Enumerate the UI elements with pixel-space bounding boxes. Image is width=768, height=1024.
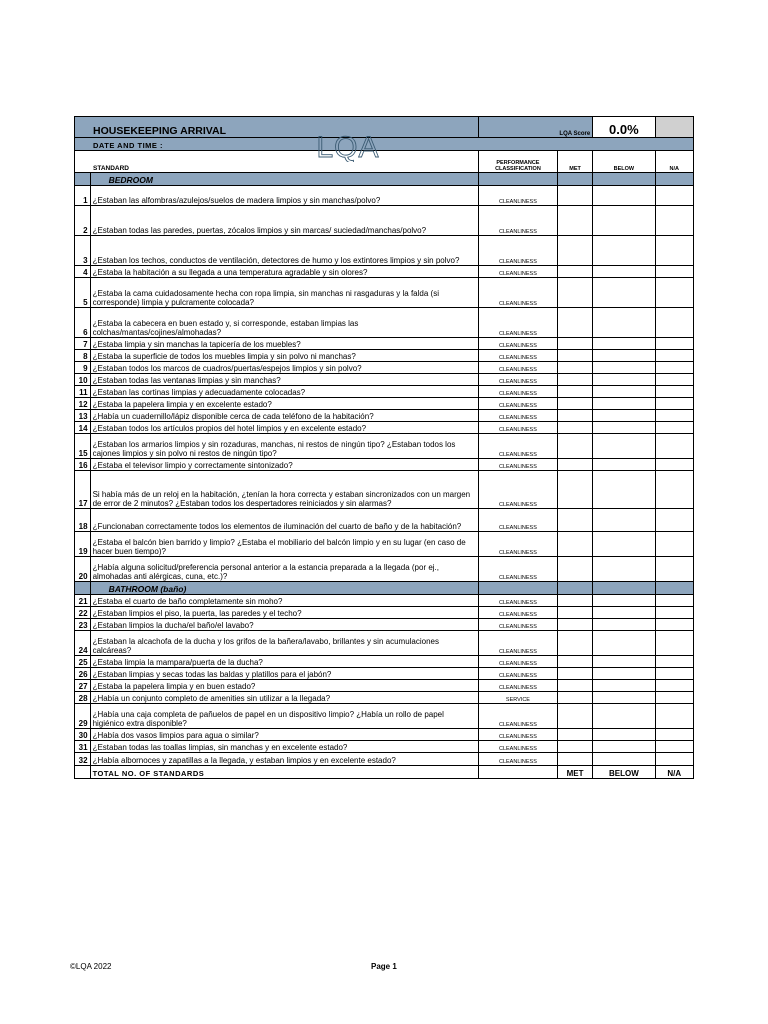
standard-number: 8 [75, 350, 91, 362]
performance-classification: CLEANLINESS [478, 308, 557, 338]
footer-page-number: Page 1 [371, 962, 397, 971]
lqa-score-box [655, 117, 693, 138]
table-row [75, 362, 694, 374]
lqa-score-label: LQA Score [478, 117, 592, 138]
lqa-logo-text: LQA [316, 131, 380, 162]
met-cell[interactable] [557, 434, 592, 459]
table-row [75, 338, 694, 350]
total-below: BELOW [593, 766, 655, 779]
below-cell[interactable] [593, 434, 655, 459]
met-cell[interactable] [557, 338, 592, 350]
performance-classification: CLEANLINESS [478, 509, 557, 532]
below-cell[interactable] [593, 266, 655, 278]
below-cell[interactable] [593, 350, 655, 362]
standard-number: 14 [75, 422, 91, 434]
na-cell[interactable] [655, 668, 693, 680]
performance-classification: CLEANLINESS [478, 532, 557, 557]
met-cell[interactable] [557, 386, 592, 398]
met-cell[interactable] [557, 509, 592, 532]
table-row [75, 434, 694, 459]
below-cell[interactable] [593, 741, 655, 753]
met-cell[interactable] [557, 532, 592, 557]
na-cell[interactable] [655, 374, 693, 386]
standard-question: ¿Estaban todos los artículos propios del hotel limpios y en excelente estado? [90, 422, 478, 434]
standard-number: 4 [75, 266, 91, 278]
section-blank-cell [593, 582, 655, 595]
table-row [75, 509, 694, 532]
table-row [75, 692, 694, 704]
standard-question: ¿Había dos vasos limpios para agua o similar? [90, 729, 478, 741]
standard-question: ¿Estaba la papelera limpia y en excelente estado? [90, 398, 478, 410]
table-row [75, 374, 694, 386]
below-cell[interactable] [593, 557, 655, 582]
standard-number: 10 [75, 374, 91, 386]
standard-question: ¿Estaban todas las ventanas limpias y sin manchas? [90, 374, 478, 386]
standard-number: 11 [75, 386, 91, 398]
section-blank-cell [655, 582, 693, 595]
standard-question: ¿Estaban las cortinas limpias y adecuadamente colocadas? [90, 386, 478, 398]
standard-number: 17 [75, 471, 91, 509]
table-row [75, 741, 694, 753]
section-label: BATHROOM (baño) [90, 582, 478, 595]
performance-classification: CLEANLINESS [478, 631, 557, 656]
na-cell[interactable] [655, 509, 693, 532]
below-cell[interactable] [593, 471, 655, 509]
footer-copyright: ©LQA 2022 [70, 962, 112, 971]
below-cell[interactable] [593, 186, 655, 206]
standard-number: 31 [75, 741, 91, 753]
na-cell[interactable] [655, 741, 693, 753]
standard-number: 19 [75, 532, 91, 557]
na-cell[interactable] [655, 704, 693, 729]
below-cell[interactable] [593, 362, 655, 374]
performance-classification: CLEANLINESS [478, 753, 557, 766]
met-cell[interactable] [557, 422, 592, 434]
performance-classification: CLEANLINESS [478, 668, 557, 680]
performance-classification: CLEANLINESS [478, 350, 557, 362]
na-cell[interactable] [655, 422, 693, 434]
table-row [75, 308, 694, 338]
standard-number: 3 [75, 236, 91, 266]
table-row [75, 398, 694, 410]
standard-number: 5 [75, 278, 91, 308]
table-row [75, 532, 694, 557]
met-cell[interactable] [557, 206, 592, 236]
section-spacer [75, 173, 91, 186]
na-cell[interactable] [655, 680, 693, 692]
table-row [75, 557, 694, 582]
met-cell[interactable] [557, 729, 592, 741]
below-cell[interactable] [593, 374, 655, 386]
below-cell[interactable] [593, 631, 655, 656]
below-cell[interactable] [593, 236, 655, 266]
na-cell[interactable] [655, 692, 693, 704]
met-cell[interactable] [557, 278, 592, 308]
table-row [75, 668, 694, 680]
standard-question: ¿Estaban los techos, conductos de ventilación, detectores de humo y los extintores limpios y sin polvo? [90, 236, 478, 266]
performance-classification: CLEANLINESS [478, 680, 557, 692]
table-row [75, 422, 694, 434]
performance-classification: CLEANLINESS [478, 557, 557, 582]
na-cell[interactable] [655, 459, 693, 471]
standard-question: ¿Estaba la cabecera en buen estado y, si corresponde, estaban limpias las colchas/mantas/cojines/almohadas? [90, 308, 478, 338]
below-cell[interactable] [593, 308, 655, 338]
na-cell[interactable] [655, 607, 693, 619]
below-cell[interactable] [593, 729, 655, 741]
na-cell[interactable] [655, 206, 693, 236]
below-cell[interactable] [593, 619, 655, 631]
below-cell[interactable] [593, 410, 655, 422]
total-met: MET [557, 766, 592, 779]
table-row [75, 753, 694, 766]
date-time-label: DATE AND TIME : [75, 138, 694, 151]
performance-classification: CLEANLINESS [478, 704, 557, 729]
performance-classification: CLEANLINESS [478, 386, 557, 398]
standard-question: ¿Había albornoces y zapatillas a la llegada, y estaban limpios y en excelente estado? [90, 753, 478, 766]
performance-classification: SERVICE [478, 692, 557, 704]
met-cell[interactable] [557, 308, 592, 338]
table-row [75, 680, 694, 692]
below-cell[interactable] [593, 386, 655, 398]
performance-header: PERFORMANCE CLASSIFICATION [478, 151, 557, 173]
performance-classification: CLEANLINESS [478, 374, 557, 386]
performance-classification: CLEANLINESS [478, 266, 557, 278]
na-cell[interactable] [655, 236, 693, 266]
below-cell[interactable] [593, 509, 655, 532]
na-cell[interactable] [655, 386, 693, 398]
table-row [75, 729, 694, 741]
standard-question: ¿Estaban todas las toallas limpias, sin manchas y en excelente estado? [90, 741, 478, 753]
below-cell[interactable] [593, 692, 655, 704]
table-row [75, 631, 694, 656]
standard-question: ¿Estaban todos los marcos de cuadros/puertas/espejos limpios y sin polvo? [90, 362, 478, 374]
met-cell[interactable] [557, 704, 592, 729]
na-cell[interactable] [655, 338, 693, 350]
total-blank [478, 766, 557, 779]
section-blank-cell [557, 173, 592, 186]
below-cell[interactable] [593, 656, 655, 668]
na-cell[interactable] [655, 532, 693, 557]
na-cell[interactable] [655, 471, 693, 509]
met-cell[interactable] [557, 557, 592, 582]
table-row [75, 386, 694, 398]
na-cell[interactable] [655, 631, 693, 656]
standard-question: ¿Estaba el televisor limpio y correctamente sintonizado? [90, 459, 478, 471]
below-cell[interactable] [593, 338, 655, 350]
total-na: N/A [655, 766, 693, 779]
na-cell[interactable] [655, 278, 693, 308]
na-cell[interactable] [655, 619, 693, 631]
na-cell[interactable] [655, 656, 693, 668]
performance-classification: CLEANLINESS [478, 595, 557, 607]
section-header-row [75, 173, 694, 186]
total-label: TOTAL NO. OF STANDARDS [90, 766, 478, 779]
section-blank-cell [557, 582, 592, 595]
met-cell[interactable] [557, 374, 592, 386]
below-header: BELOW [593, 151, 655, 173]
below-cell[interactable] [593, 398, 655, 410]
met-cell[interactable] [557, 186, 592, 206]
standard-question: ¿Estaba el balcón bien barrido y limpio? ¿Estaba el mobiliario del balcón limpio y en su lugar (en caso de hacer buen tiempo)? [90, 532, 478, 557]
table-row [75, 186, 694, 206]
section-header-row [75, 582, 694, 595]
performance-classification: CLEANLINESS [478, 434, 557, 459]
met-cell[interactable] [557, 459, 592, 471]
na-cell[interactable] [655, 186, 693, 206]
below-cell[interactable] [593, 753, 655, 766]
total-spacer [75, 766, 91, 779]
standard-question: ¿Había una caja completa de pañuelos de papel en un dispositivo limpio? ¿Había un rollo de papel higiénico extra disponible? [90, 704, 478, 729]
performance-classification: CLEANLINESS [478, 607, 557, 619]
na-cell[interactable] [655, 434, 693, 459]
below-cell[interactable] [593, 595, 655, 607]
standard-header: STANDARD [75, 151, 479, 173]
section-blank-cell [593, 173, 655, 186]
performance-classification: CLEANLINESS [478, 236, 557, 266]
na-cell[interactable] [655, 729, 693, 741]
met-cell[interactable] [557, 668, 592, 680]
na-cell[interactable] [655, 266, 693, 278]
na-cell[interactable] [655, 753, 693, 766]
na-cell[interactable] [655, 350, 693, 362]
standard-question: ¿Estaba limpia la mampara/puerta de la ducha? [90, 656, 478, 668]
na-cell[interactable] [655, 362, 693, 374]
na-cell[interactable] [655, 595, 693, 607]
met-cell[interactable] [557, 410, 592, 422]
standard-number: 32 [75, 753, 91, 766]
standard-number: 24 [75, 631, 91, 656]
na-header: N/A [655, 151, 693, 173]
standard-number: 7 [75, 338, 91, 350]
below-cell[interactable] [593, 668, 655, 680]
standard-number: 6 [75, 308, 91, 338]
table-row [75, 607, 694, 619]
table-row [75, 266, 694, 278]
met-cell[interactable] [557, 741, 592, 753]
performance-classification: CLEANLINESS [478, 362, 557, 374]
performance-classification: CLEANLINESS [478, 206, 557, 236]
standard-number: 13 [75, 410, 91, 422]
standard-question: ¿Había un cuadernillo/lápiz disponible cerca de cada teléfono de la habitación? [90, 410, 478, 422]
met-cell[interactable] [557, 236, 592, 266]
table-row [75, 350, 694, 362]
standard-number: 23 [75, 619, 91, 631]
performance-classification: CLEANLINESS [478, 186, 557, 206]
standard-number: 20 [75, 557, 91, 582]
standard-question: ¿Estaba limpia y sin manchas la tapicería de los muebles? [90, 338, 478, 350]
section-spacer [75, 582, 91, 595]
table-row [75, 619, 694, 631]
performance-classification: CLEANLINESS [478, 398, 557, 410]
lqa-logo [312, 130, 384, 162]
met-cell[interactable] [557, 471, 592, 509]
met-header: MET [557, 151, 592, 173]
na-cell[interactable] [655, 308, 693, 338]
standard-number: 16 [75, 459, 91, 471]
standard-question: ¿Estaba el cuarto de baño completamente sin moho? [90, 595, 478, 607]
table-row [75, 410, 694, 422]
performance-classification: CLEANLINESS [478, 410, 557, 422]
below-cell[interactable] [593, 704, 655, 729]
table-row [75, 704, 694, 729]
standard-number: 29 [75, 704, 91, 729]
lqa-score-value: 0.0% [593, 117, 655, 138]
met-cell[interactable] [557, 362, 592, 374]
performance-classification: CLEANLINESS [478, 741, 557, 753]
standard-question: ¿Estaban limpios el piso, la puerta, las paredes y el techo? [90, 607, 478, 619]
standard-number: 28 [75, 692, 91, 704]
table-row [75, 278, 694, 308]
standard-question: ¿Estaban la alcachofa de la ducha y los grifos de la bañera/lavabo, brillantes y sin acumulaciones calcáreas? [90, 631, 478, 656]
performance-classification: CLEANLINESS [478, 656, 557, 668]
standard-question: ¿Estaban las alfombras/azulejos/suelos de madera limpios y sin manchas/polvo? [90, 186, 478, 206]
performance-classification: CLEANLINESS [478, 459, 557, 471]
standard-question: ¿Estaban todas las paredes, puertas, zócalos limpios y sin marcas/ suciedad/manchas/polvo? [90, 206, 478, 236]
standard-question: ¿Estaba la papelera limpia y en buen estado? [90, 680, 478, 692]
standard-question: ¿Había un conjunto completo de amenities sin utilizar a la llegada? [90, 692, 478, 704]
standard-question: ¿Estaban los armarios limpios y sin rozaduras, manchas, ni restos de ningún tipo? ¿Estaban todos los cajones limpios y sin polvo ni restos de ningún tipo? [90, 434, 478, 459]
standard-question: ¿Estaba la cama cuidadosamente hecha con ropa limpia, sin manchas ni rasgaduras y la falda (si corresponde) limpia y pulcramente colocada? [90, 278, 478, 308]
below-cell[interactable] [593, 532, 655, 557]
below-cell[interactable] [593, 607, 655, 619]
met-cell[interactable] [557, 607, 592, 619]
below-cell[interactable] [593, 680, 655, 692]
met-cell[interactable] [557, 398, 592, 410]
standard-question: ¿Estaba la habitación a su llegada a una temperatura agradable y sin olores? [90, 266, 478, 278]
table-row [75, 595, 694, 607]
below-cell[interactable] [593, 278, 655, 308]
met-cell[interactable] [557, 619, 592, 631]
standard-number: 9 [75, 362, 91, 374]
section-blank-cell [655, 173, 693, 186]
standard-number: 18 [75, 509, 91, 532]
section-blank-cell [478, 582, 557, 595]
standard-number: 22 [75, 607, 91, 619]
standard-number: 26 [75, 668, 91, 680]
met-cell[interactable] [557, 631, 592, 656]
performance-classification: CLEANLINESS [478, 338, 557, 350]
met-cell[interactable] [557, 266, 592, 278]
performance-classification: CLEANLINESS [478, 422, 557, 434]
met-cell[interactable] [557, 350, 592, 362]
standard-number: 30 [75, 729, 91, 741]
table-row [75, 471, 694, 509]
met-cell[interactable] [557, 656, 592, 668]
checklist-table [74, 116, 694, 779]
standard-number: 27 [75, 680, 91, 692]
performance-classification: CLEANLINESS [478, 729, 557, 741]
na-cell[interactable] [655, 410, 693, 422]
table-row [75, 236, 694, 266]
standard-number: 2 [75, 206, 91, 236]
below-cell[interactable] [593, 459, 655, 471]
standard-question: ¿Estaban limpias y secas todas las baldas y platillos para el jabón? [90, 668, 478, 680]
standard-question: ¿Estaban limpios la ducha/el baño/el lavabo? [90, 619, 478, 631]
met-cell[interactable] [557, 753, 592, 766]
performance-classification: CLEANLINESS [478, 619, 557, 631]
standard-question: ¿Había alguna solicitud/preferencia personal anterior a la estancia preparada a la llegada (por ej., almohadas anti alérgicas, cuna, etc.)? [90, 557, 478, 582]
standard-number: 1 [75, 186, 91, 206]
table-row [75, 656, 694, 668]
standard-number: 25 [75, 656, 91, 668]
table-row [75, 459, 694, 471]
standard-question: Si había más de un reloj en la habitación, ¿tenían la hora correcta y estaban sincronizados con un margen de error de 2 minutos? ¿Estaban todos los despertadores reiniciados y sin alarmas? [90, 471, 478, 509]
standard-number: 21 [75, 595, 91, 607]
form-title: HOUSEKEEPING ARRIVAL [75, 117, 479, 138]
table-row [75, 206, 694, 236]
section-blank-cell [478, 173, 557, 186]
below-cell[interactable] [593, 206, 655, 236]
met-cell[interactable] [557, 680, 592, 692]
met-cell[interactable] [557, 595, 592, 607]
standard-question: ¿Estaba la superficie de todos los muebles limpia y sin polvo ni manchas? [90, 350, 478, 362]
na-cell[interactable] [655, 398, 693, 410]
standard-number: 12 [75, 398, 91, 410]
performance-classification: CLEANLINESS [478, 278, 557, 308]
section-label: BEDROOM [90, 173, 478, 186]
total-row [75, 766, 694, 779]
met-cell[interactable] [557, 692, 592, 704]
performance-classification: CLEANLINESS [478, 471, 557, 509]
standard-question: ¿Funcionaban correctamente todos los elementos de iluminación del cuarto de baño y de la habitación? [90, 509, 478, 532]
na-cell[interactable] [655, 557, 693, 582]
standard-number: 15 [75, 434, 91, 459]
below-cell[interactable] [593, 422, 655, 434]
